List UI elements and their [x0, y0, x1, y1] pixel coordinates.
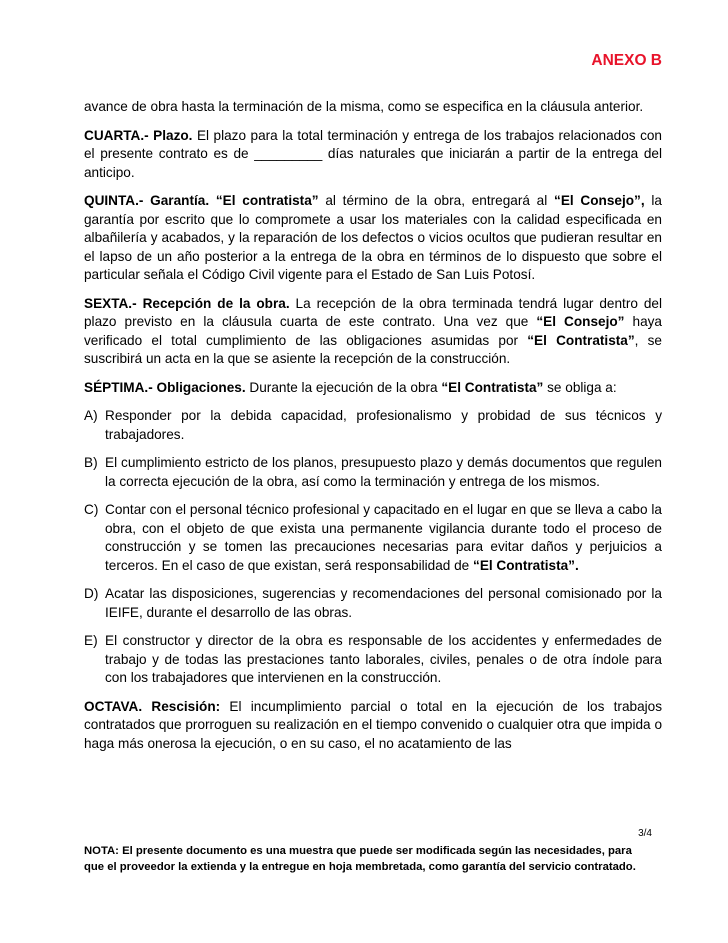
footer-note: NOTA: El presente documento es una muestra que puede ser modificada según las necesidades, para que el proveedor la extienda y la entregue en hoja membretada, como garantía del servicio contratado.: [84, 845, 636, 873]
list-marker: B): [84, 455, 98, 470]
list-marker: C): [84, 502, 99, 517]
list-item-text: El cumplimiento estricto de los planos, presupuesto plazo y demás documentos que regulen la correcta ejecución de la obra, así como la terminación y entrega de los mismos.: [105, 455, 662, 489]
page-number: 3/4: [638, 828, 652, 839]
list-item-text: Acatar las disposiciones, sugerencias y recomendaciones del personal comisionado por la IEIFE, durante el desarrollo de las obras.: [105, 586, 662, 620]
clause-septima-heading: SÉPTIMA.- Obligaciones.: [84, 379, 246, 395]
clause-octava-heading: OCTAVA. Rescisión:: [84, 698, 221, 714]
party-consejo: “El Consejo”: [536, 314, 625, 329]
obligation-item-a: [84, 407, 662, 444]
list-item-text: El constructor y director de la obra es responsable de los accidentes y enfermedades de trabajo y de todas las prestaciones tanto laborales, civiles, penales o de otra índole para con los trabajadores que intervienen en la construcción.: [105, 633, 662, 685]
clause-cuarta-heading: CUARTA.- Plazo.: [84, 127, 193, 143]
obligation-item-d: [84, 585, 662, 622]
clause-sexta-text-1: La recepción de la obra terminada tendrá lugar dentro del plazo previsto en la cláusula cuarta de este contrato. Una vez que: [84, 295, 662, 329]
clause-quinta-text-2: al término de la obra, entregará al: [318, 193, 555, 208]
party-contratista: “El Contratista”.: [473, 557, 579, 573]
clause-sexta-text-3: , se suscribirá un acta en la que se asiente la recepción de la construcción.: [84, 332, 662, 366]
clause-septima: [84, 379, 662, 398]
clause-cuarta: [84, 127, 662, 183]
clause-sexta-heading: SEXTA.- Recepción de la obra.: [84, 295, 290, 311]
clause-sexta: [84, 295, 662, 369]
clause-septima-text-2: se obliga a:: [543, 379, 617, 395]
party-contratista: “El Contratista”: [527, 332, 635, 348]
clause-sexta-text-2: haya verificado el total cumplimiento de las obligaciones asumidas por: [84, 314, 662, 348]
list-item-text: Contar con el personal técnico profesional y capacitado en el lugar en que se lleva a cabo la obra, con el objeto de que exista una permanente vigilancia durante todo el proceso de construcción y se tomen las precauciones necesarias para evitar daños y perjuicios a terceros. En el caso de que existan, será responsabilidad de: [105, 502, 662, 573]
document-body: [84, 98, 662, 753]
clause-quinta-text-3: la garantía por escrito que lo compromete a usar los materiales con la calidad especificada en albañilería y acabados, y la reparación de los defectos o vicios ocultos que pudieran resultar en el lapso de un año posterior a la entrega de la obra en términos de lo dispuesto que sobre el particular señala el Código Civil vigente para el Estado de San Luis Potosí.: [84, 193, 662, 282]
list-item-text: Responder por la debida capacidad, profesionalismo y probidad de sus técnicos y trabajadores.: [105, 408, 662, 442]
annex-title: ANEXO B: [591, 52, 662, 69]
clause-quinta-heading: QUINTA.- Garantía.: [84, 193, 210, 208]
clause-cuarta-text: El plazo para la total terminación y entrega de los trabajos relacionados con el presente contrato es de _________ días naturales que iniciarán a partir de la entrega del anticipo.: [84, 127, 662, 180]
list-item-text-wrap: [105, 501, 662, 575]
clause-quinta-text-1: [209, 193, 216, 208]
clause-octava-text: El incumplimiento parcial o total en la ejecución de los trabajos contratados que prorroguen su realización en el tiempo convenido o cualquier otra que impida o haga más onerosa la ejecución, o en su caso, el no acatamiento de las: [84, 698, 663, 751]
party-contratista: “El Contratista”: [441, 379, 544, 395]
obligation-item-b: [84, 454, 662, 491]
list-marker: D): [84, 586, 99, 601]
intro-paragraph: avance de obra hasta la terminación de la misma, como se especifica en la cláusula anterior.: [84, 99, 644, 114]
obligation-item-c: [84, 501, 662, 575]
obligation-item-e: [84, 632, 662, 688]
clause-septima-text-1: Durante la ejecución de la obra: [245, 379, 442, 395]
party-consejo: “El Consejo”,: [554, 193, 645, 208]
party-contratista: “El contratista”: [215, 193, 319, 208]
clause-octava: [84, 698, 662, 754]
clause-quinta: [84, 192, 662, 285]
list-marker: A): [84, 408, 98, 423]
list-marker: E): [84, 633, 98, 648]
